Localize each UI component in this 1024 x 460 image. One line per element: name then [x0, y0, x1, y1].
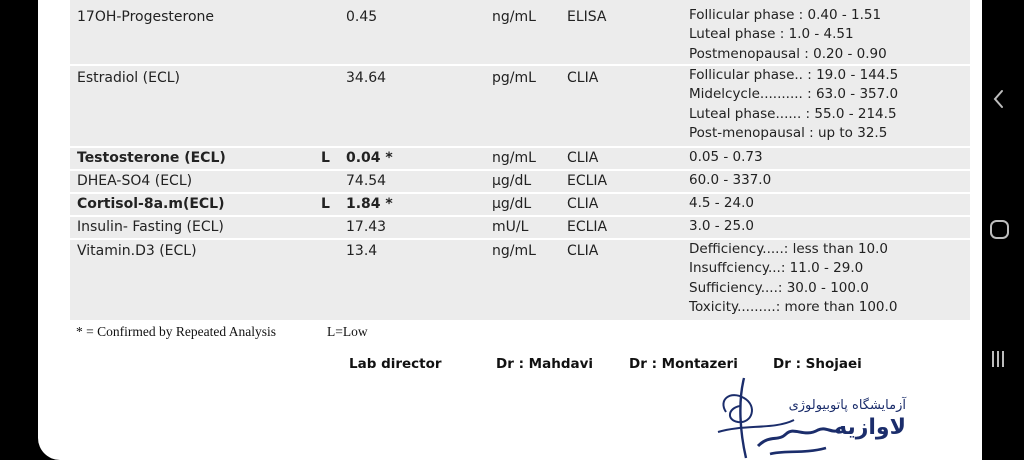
unit: pg/mL: [492, 70, 536, 86]
reference-range: Follicular phase.. : 19.0 - 144.5 Midelcycle.......... : 63.0 - 357.0 Luteal phase...... : 55.0 - 214.5 Post-menopausal : up to 32.5: [689, 67, 899, 141]
method: CLIA: [567, 196, 599, 212]
method: CLIA: [567, 70, 599, 86]
table-row: [70, 240, 970, 322]
recent-apps-icon: [982, 345, 1024, 375]
recent-apps-button[interactable]: [982, 345, 1024, 379]
unit: ng/mL: [492, 9, 536, 25]
method: ECLIA: [567, 219, 608, 235]
table-row: [70, 148, 970, 171]
method: ELISA: [567, 9, 607, 25]
unit: ng/mL: [492, 150, 536, 166]
reference-range: 4.5 - 24.0: [689, 195, 754, 211]
signature-dr-montazeri: Dr : Montazeri: [629, 356, 738, 372]
test-name: Testosterone (ECL): [77, 150, 226, 166]
page-edge: [970, 0, 982, 460]
test-name: Vitamin.D3 (ECL): [77, 243, 197, 259]
home-circle-icon: [982, 215, 1024, 245]
test-name: DHEA-SO4 (ECL): [77, 173, 193, 189]
reference-range: 3.0 - 25.0: [689, 218, 754, 234]
method: ECLIA: [567, 173, 608, 189]
result-value: 74.54: [346, 173, 387, 189]
table-row: [70, 66, 970, 148]
result-value: 0.04 *: [346, 150, 393, 166]
flag: L: [321, 150, 330, 166]
reference-range: 0.05 - 0.73: [689, 149, 763, 165]
test-name: Cortisol-8a.m(ECL): [77, 196, 225, 212]
table-row: [70, 217, 970, 240]
signature-dr-shojaei: Dr : Shojaei: [773, 356, 862, 372]
method: CLIA: [567, 243, 599, 259]
back-button[interactable]: [982, 84, 1024, 118]
result-value: 17.43: [346, 219, 387, 235]
system-navigation-bar: [982, 0, 1024, 460]
result-value: 1.84 *: [346, 196, 393, 212]
table-row: [70, 0, 970, 66]
reference-range: Follicular phase : 0.40 - 1.51 Luteal phase : 1.0 - 4.51 Postmenopausal : 0.20 - 0.90: [689, 7, 887, 62]
unit: mU/L: [492, 219, 529, 235]
footnote-confirmed: * = Confirmed by Repeated Analysis: [76, 324, 276, 339]
results-table: [70, 0, 970, 322]
chevron-left-icon: [982, 84, 1024, 114]
unit: ng/mL: [492, 243, 536, 259]
unit: µg/dL: [492, 196, 532, 212]
method: CLIA: [567, 150, 599, 166]
lab-report-page: [38, 0, 970, 460]
test-name: Estradiol (ECL): [77, 70, 180, 86]
unit: µg/dL: [492, 173, 532, 189]
result-value: 13.4: [346, 243, 378, 259]
flag: L: [321, 196, 330, 212]
reference-range: Defficiency.....: less than 10.0 Insuffciency...: 11.0 - 29.0 Sufficiency....: 30.0 - 100.0 Toxicity.........: more than 100.0: [689, 241, 898, 315]
test-name: 17OH-Progesterone: [77, 9, 215, 25]
table-row: [70, 171, 970, 194]
reference-range: 60.0 - 337.0: [689, 172, 772, 188]
result-value: 34.64: [346, 70, 387, 86]
footnote-low: L=Low: [327, 324, 368, 339]
signature-dr-mahdavi: Dr : Mahdavi: [496, 356, 594, 372]
table-row: [70, 194, 970, 217]
test-name: Insulin- Fasting (ECL): [77, 219, 224, 235]
result-value: 0.45: [346, 9, 378, 25]
signature-lab-director: Lab director: [349, 356, 442, 372]
stamp-text: آزمایشگاه پاتوبیولوژی لاوازیه: [788, 398, 906, 440]
home-button[interactable]: [982, 215, 1024, 249]
